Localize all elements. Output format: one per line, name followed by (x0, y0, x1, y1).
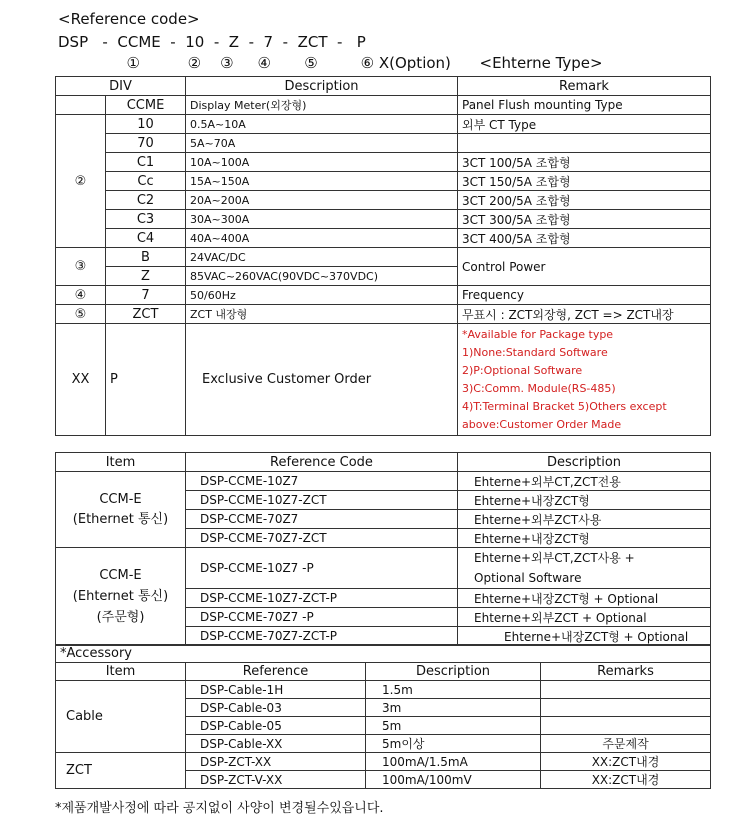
remarks-cell (541, 681, 711, 699)
accessory-title-row (56, 645, 711, 663)
desc-cell: 3m (366, 699, 541, 717)
remarks-cell (541, 699, 711, 717)
desc-cell: 24VAC/DC (186, 248, 458, 267)
desc-cell: Ehterne+내장ZCT형 + Optional (458, 627, 711, 646)
item-line: (Ethernet 통신) (72, 511, 169, 527)
code-cell: B (106, 248, 186, 267)
ref-cell: DSP-CCME-70Z7-ZCT-P (186, 627, 458, 646)
item-line: (Ehternet 통신) (72, 589, 169, 604)
col-header-item: Item (56, 663, 186, 681)
desc-cell: 40A~400A (186, 229, 458, 248)
table-row (56, 248, 711, 267)
ref-cell: DSP-CCME-70Z7-ZCT (186, 529, 458, 548)
desc-cell: Ehterne+내장ZCT형 (458, 491, 711, 510)
code-cell: C2 (106, 191, 186, 210)
note-line: 1)None:Standard Software (462, 346, 608, 359)
ref-cell: DSP-CCME-10Z7 (186, 472, 458, 491)
table-row (56, 191, 711, 210)
table-row (56, 210, 711, 229)
ref-cell: DSP-Cable-XX (186, 735, 366, 753)
ref-cell: DSP-CCME-10Z7-ZCT-P (186, 589, 458, 608)
remark-cell: 3CT 300/5A 조합형 (458, 210, 711, 229)
ref-cell: DSP-CCME-70Z7 -P (186, 608, 458, 627)
group-num-cell: ③ (56, 248, 106, 286)
desc-cell: 10A~100A (186, 153, 458, 172)
col-header-description: Description (186, 77, 458, 96)
item-cell (56, 548, 186, 646)
table-header-row (56, 663, 711, 681)
item-line: CCM-E (99, 491, 142, 507)
ref-code-markers: ① ② ③ ④ ⑤ ⑥ X(Option) <Ehterne Type> (55, 54, 603, 72)
note-line: 3)C:Comm. Module(RS-485) (462, 382, 616, 395)
remarks-cell: 주문제작 (541, 735, 711, 753)
ref-cell: DSP-ZCT-XX (186, 753, 366, 771)
group-num-cell: ⑤ (56, 305, 106, 324)
table-row (56, 305, 711, 324)
code-cell: Z (106, 267, 186, 286)
code-cell: 10 (106, 115, 186, 134)
group-num-cell (56, 96, 106, 115)
table-header-row (56, 453, 711, 472)
ref-cell: DSP-CCME-70Z7 (186, 510, 458, 529)
remark-cell: 3CT 100/5A 조합형 (458, 153, 711, 172)
code-cell: CCME (106, 96, 186, 115)
desc-cell: 100mA/1.5mA (366, 753, 541, 771)
desc-cell: Ehterne+내장ZCT형 + Optional (458, 589, 711, 608)
ref-cell: DSP-Cable-03 (186, 699, 366, 717)
remark-cell: 3CT 150/5A 조합형 (458, 172, 711, 191)
code-cell: P (106, 324, 186, 436)
package-options-note (458, 324, 711, 436)
remark-cell (458, 134, 711, 153)
ref-cell: DSP-CCME-10Z7 -P (186, 548, 458, 589)
item-cell: Cable (56, 681, 186, 753)
accessory-title: *Accessory (56, 645, 711, 663)
desc-cell: 5m이상 (366, 735, 541, 753)
col-header-ref: Reference (186, 663, 366, 681)
remark-cell: 3CT 200/5A 조합형 (458, 191, 711, 210)
col-header-remarks: Remarks (541, 663, 711, 681)
group-num-cell: XX (56, 324, 106, 436)
desc-cell: 5A~70A (186, 134, 458, 153)
ref-cell: DSP-ZCT-V-XX (186, 771, 366, 789)
table-row (56, 324, 711, 436)
desc-cell: Ehterne+내장ZCT형 (458, 529, 711, 548)
order-table (55, 452, 711, 646)
desc-cell (458, 548, 711, 589)
desc-cell: Display Meter(외장형) (186, 96, 458, 115)
remark-cell: Panel Flush mounting Type (458, 96, 711, 115)
table-header-row (56, 77, 711, 96)
desc-cell: Exclusive Customer Order (186, 324, 458, 436)
remark-cell: 외부 CT Type (458, 115, 711, 134)
table-row (56, 548, 711, 589)
remarks-cell (541, 717, 711, 735)
item-line: (주문형) (96, 610, 145, 625)
code-cell: C1 (106, 153, 186, 172)
table-row (56, 172, 711, 191)
remark-cell: Frequency (458, 286, 711, 305)
desc-line: Optional Software (474, 571, 582, 585)
group-num-cell: ④ (56, 286, 106, 305)
table-row (56, 286, 711, 305)
code-cell: C3 (106, 210, 186, 229)
note-line: *Available for Package type (462, 328, 614, 341)
desc-cell: 30A~300A (186, 210, 458, 229)
code-cell: C4 (106, 229, 186, 248)
remark-cell: 무표시 : ZCT외장형, ZCT => ZCT내장 (458, 305, 711, 324)
code-cell: Cc (106, 172, 186, 191)
col-header-div: DIV (56, 77, 186, 96)
table-row (56, 753, 711, 771)
col-header-item: Item (56, 453, 186, 472)
remark-cell: 3CT 400/5A 조합형 (458, 229, 711, 248)
table-row (56, 472, 711, 491)
note-line: 4)T:Terminal Bracket 5)Others except (462, 400, 667, 413)
spec-table (55, 76, 711, 436)
code-cell: ZCT (106, 305, 186, 324)
desc-cell: 5m (366, 717, 541, 735)
desc-cell: 100mA/100mV (366, 771, 541, 789)
col-header-desc: Description (366, 663, 541, 681)
code-cell: 7 (106, 286, 186, 305)
table-row (56, 681, 711, 699)
group-num-cell: ② (56, 115, 106, 248)
desc-cell: 0.5A~10A (186, 115, 458, 134)
note-line: above:Customer Order Made (462, 418, 622, 431)
ref-cell: DSP-CCME-10Z7-ZCT (186, 491, 458, 510)
item-line: CCM-E (99, 568, 142, 583)
desc-cell: Ehterne+외부CT,ZCT전용 (458, 472, 711, 491)
desc-cell: Ehterne+외부ZCT사용 (458, 510, 711, 529)
footnote: *제품개발사정에 따라 공지없이 사양이 변경될수있읍니다. (55, 801, 384, 816)
desc-cell: 85VAC~260VAC(90VDC~370VDC) (186, 267, 458, 286)
desc-cell: Ehterne+외부ZCT + Optional (458, 608, 711, 627)
ref-code-pattern: DSP - CCME - 10 - Z - 7 - ZCT - P (58, 33, 366, 51)
remark-cell: Control Power (458, 248, 711, 286)
col-header-desc: Description (458, 453, 711, 472)
item-cell: ZCT (56, 753, 186, 789)
desc-line: Ehterne+외부CT,ZCT사용 + (474, 551, 635, 565)
desc-cell: 50/60Hz (186, 286, 458, 305)
item-cell (56, 472, 186, 548)
table-row (56, 229, 711, 248)
ref-cell: DSP-Cable-05 (186, 717, 366, 735)
table-row (56, 153, 711, 172)
table-row (56, 96, 711, 115)
desc-cell: 15A~150A (186, 172, 458, 191)
ref-code-heading: <Reference code> (58, 10, 200, 28)
col-header-ref: Reference Code (186, 453, 458, 472)
desc-cell: 20A~200A (186, 191, 458, 210)
ref-cell: DSP-Cable-1H (186, 681, 366, 699)
code-cell: 70 (106, 134, 186, 153)
accessory-table (55, 644, 711, 789)
note-line: 2)P:Optional Software (462, 364, 583, 377)
remarks-cell: XX:ZCT내경 (541, 753, 711, 771)
table-row (56, 134, 711, 153)
desc-cell: ZCT 내장형 (186, 305, 458, 324)
remarks-cell: XX:ZCT내경 (541, 771, 711, 789)
desc-cell: 1.5m (366, 681, 541, 699)
table-row (56, 115, 711, 134)
col-header-remark: Remark (458, 77, 711, 96)
